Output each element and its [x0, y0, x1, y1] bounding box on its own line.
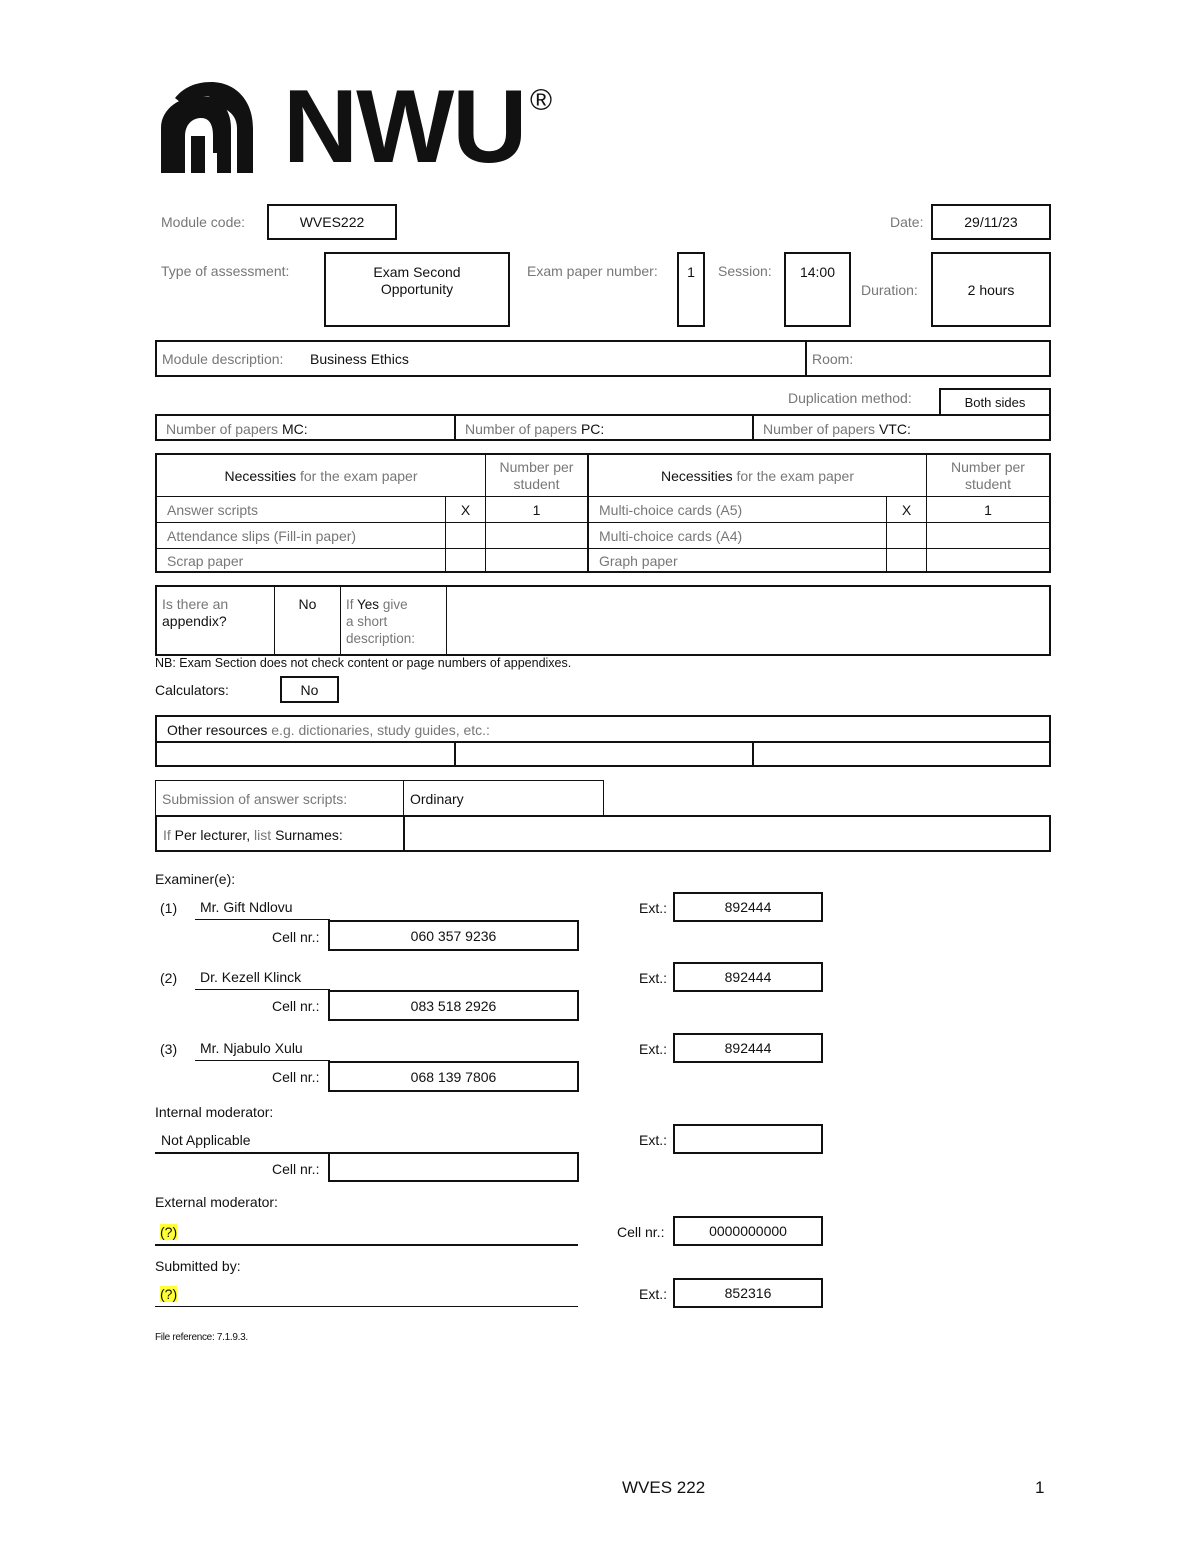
- right-row-1-mark: X: [887, 497, 927, 523]
- papers-divider-1: [454, 416, 456, 439]
- external-moderator-line: [155, 1244, 578, 1246]
- examiner-2-ext-field: [673, 962, 823, 992]
- duplication-method-value: Both sides: [964, 394, 1026, 410]
- appendix-note: NB: Exam Section does not check content or page numbers of appendixes.: [155, 656, 572, 670]
- duration-label: Duration:: [861, 282, 918, 298]
- type-of-assessment-label: Type of assessment:: [161, 263, 290, 279]
- module-description-label: Module description:: [162, 351, 284, 367]
- nwu-logo: [155, 69, 575, 185]
- calculators-value: No: [300, 681, 319, 698]
- calculators-label: Calculators:: [155, 682, 229, 698]
- exam-paper-number-label: Exam paper number:: [527, 263, 658, 279]
- examiner-1-cell-field: [328, 920, 579, 951]
- examiner-1-name: Mr. Gift Ndlovu: [200, 899, 293, 915]
- session-label: Session:: [718, 263, 772, 279]
- submission-value: Ordinary: [410, 791, 464, 807]
- examiner-1-name-line: [195, 919, 330, 920]
- right-row-2-count: [927, 523, 1049, 549]
- submitted-by-name: (?): [160, 1286, 178, 1302]
- duplication-method-field: [939, 388, 1051, 416]
- appendix-yes-description-label: If Yes give a short description:: [341, 587, 447, 654]
- appendix-question: Is there an appendix?: [157, 587, 275, 654]
- examiner-2-name: Dr. Kezell Klinck: [200, 969, 302, 985]
- examiner-3-ext-value: 892444: [724, 1040, 772, 1056]
- examiner-3-cell-field: [328, 1061, 579, 1092]
- internal-moderator-line: [155, 1152, 330, 1154]
- submission-label-cell: [155, 780, 405, 816]
- external-moderator-title: External moderator:: [155, 1194, 278, 1210]
- module-code-value: WVES222: [299, 214, 365, 230]
- necessities-right-header: Necessities for the exam paper: [589, 455, 927, 497]
- examiner-2-cell-value: 083 518 2926: [410, 997, 497, 1014]
- registered-mark: ®: [530, 84, 553, 117]
- appendix-answer: No: [275, 587, 341, 654]
- other-resources-label: Other resources e.g. dictionaries, study guides, etc.:: [167, 722, 490, 738]
- file-reference: File reference: 7.1.9.3.: [155, 1332, 248, 1343]
- submitted-by-ext-label: Ext.:: [639, 1286, 668, 1302]
- necessities-left-header: Necessities for the exam paper: [157, 455, 486, 497]
- papers-vtc-label: Number of papers VTC:: [763, 421, 911, 437]
- examiner-2-cell-label: Cell nr.:: [272, 998, 320, 1014]
- left-row-3-count: [486, 549, 589, 571]
- exam-paper-number-value: 1: [687, 264, 695, 280]
- type-of-assessment-value: Exam Second Opportunity: [373, 264, 461, 297]
- external-moderator-name: (?): [160, 1224, 178, 1240]
- examiner-2-name-line: [195, 989, 330, 990]
- internal-moderator-name: Not Applicable: [161, 1132, 251, 1148]
- examiner-2-cell-field: [328, 990, 579, 1021]
- right-row-1-count: 1: [927, 497, 1049, 523]
- external-moderator-cell-field: [673, 1216, 823, 1246]
- right-row-3-label: Graph paper: [589, 549, 887, 571]
- left-row-2-mark: [446, 523, 486, 549]
- examiner-1-cell-value: 060 357 9236: [410, 927, 497, 944]
- per-student-right-header: Number per student: [927, 455, 1049, 497]
- duplication-method-label: Duplication method:: [788, 390, 912, 406]
- submitted-by-line: [155, 1306, 578, 1307]
- right-row-3-count: [927, 549, 1049, 571]
- left-row-3-label: Scrap paper: [157, 549, 446, 571]
- number-of-papers-row: [155, 414, 1051, 441]
- internal-moderator-ext-label: Ext.:: [639, 1132, 668, 1148]
- logo-text: NWU: [283, 69, 526, 185]
- per-lecturer-divider: [403, 817, 405, 850]
- date-value: 29/11/23: [964, 214, 1018, 230]
- module-code-label: Module code:: [161, 214, 246, 230]
- examiner-1-ext-field: [673, 892, 823, 922]
- right-row-2-label: Multi-choice cards (A4): [589, 523, 887, 549]
- right-row-1-label: Multi-choice cards (A5): [589, 497, 887, 523]
- per-student-left-header: Number per student: [486, 455, 589, 497]
- left-row-3-mark: [446, 549, 486, 571]
- submitted-by-title: Submitted by:: [155, 1258, 241, 1274]
- left-row-2-label: Attendance slips (Fill-in paper): [157, 523, 446, 549]
- examiner-2-ext-value: 892444: [724, 969, 772, 985]
- examiner-3-name: Mr. Njabulo Xulu: [200, 1040, 303, 1056]
- submission-label: Submission of answer scripts:: [162, 791, 348, 807]
- date-field: [931, 204, 1051, 240]
- left-row-2-count: [486, 523, 589, 549]
- papers-pc-label: Number of papers PC:: [465, 421, 605, 437]
- per-lecturer-label: If Per lecturer, list Surnames:: [163, 827, 343, 843]
- resources-col-divider-2: [752, 741, 754, 765]
- examiner-1-ext-label: Ext.:: [639, 900, 668, 916]
- other-resources-table: [155, 715, 1051, 767]
- right-row-3-mark: [887, 549, 927, 571]
- necessities-table: [155, 453, 1051, 573]
- examiner-3-name-line: [195, 1060, 330, 1061]
- internal-moderator-title: Internal moderator:: [155, 1104, 274, 1120]
- per-lecturer-row: [155, 815, 1051, 852]
- module-description-row: [155, 340, 1051, 377]
- resources-col-divider-1: [454, 741, 456, 765]
- examiner-3-cell-value: 068 139 7806: [410, 1068, 497, 1085]
- calculators-field: [280, 676, 339, 703]
- examiner-2-number: (2): [160, 970, 178, 986]
- examiner-3-ext-label: Ext.:: [639, 1041, 668, 1057]
- duration-field: [931, 252, 1051, 327]
- examiners-title: Examiner(e):: [155, 871, 236, 887]
- external-moderator-cell-label: Cell nr.:: [617, 1224, 665, 1240]
- date-label: Date:: [890, 214, 924, 230]
- left-row-1-label: Answer scripts: [157, 497, 446, 523]
- left-row-1-mark: X: [446, 497, 486, 523]
- session-value: 14:00: [799, 264, 836, 280]
- examiner-1-ext-value: 892444: [724, 899, 772, 915]
- examiner-3-number: (3): [160, 1041, 178, 1057]
- internal-moderator-cell-label: Cell nr.:: [272, 1161, 320, 1177]
- papers-divider-2: [752, 416, 754, 439]
- duration-value: 2 hours: [967, 281, 1015, 298]
- session-field: [784, 252, 851, 327]
- footer-module-code: WVES 222: [622, 1478, 706, 1497]
- left-row-1-count: 1: [486, 497, 589, 523]
- submitted-by-ext-field: [673, 1278, 823, 1308]
- internal-moderator-ext-field: [673, 1124, 823, 1154]
- room-divider: [805, 342, 807, 375]
- resources-row-divider: [157, 741, 1049, 743]
- module-code-field: [267, 204, 397, 240]
- external-moderator-cell-value: 0000000000: [709, 1223, 787, 1239]
- right-row-2-mark: [887, 523, 927, 549]
- examiner-3-ext-field: [673, 1033, 823, 1063]
- internal-moderator-cell-field: [328, 1152, 579, 1182]
- examiner-2-ext-label: Ext.:: [639, 970, 668, 986]
- type-of-assessment-field: [324, 252, 510, 327]
- module-description-value: Business Ethics: [310, 351, 409, 367]
- nwu-emblem-icon: [155, 78, 257, 180]
- footer-page-number: 1: [1035, 1478, 1045, 1497]
- examiner-3-cell-label: Cell nr.:: [272, 1069, 320, 1085]
- submission-value-cell: [403, 780, 604, 816]
- room-label: Room:: [812, 351, 854, 367]
- examiner-1-number: (1): [160, 900, 178, 916]
- submitted-by-ext-value: 852316: [724, 1285, 772, 1301]
- appendix-row: [155, 585, 1051, 656]
- papers-mc-label: Number of papers MC:: [166, 421, 308, 437]
- exam-paper-number-field: [677, 252, 705, 327]
- examiner-1-cell-label: Cell nr.:: [272, 929, 320, 945]
